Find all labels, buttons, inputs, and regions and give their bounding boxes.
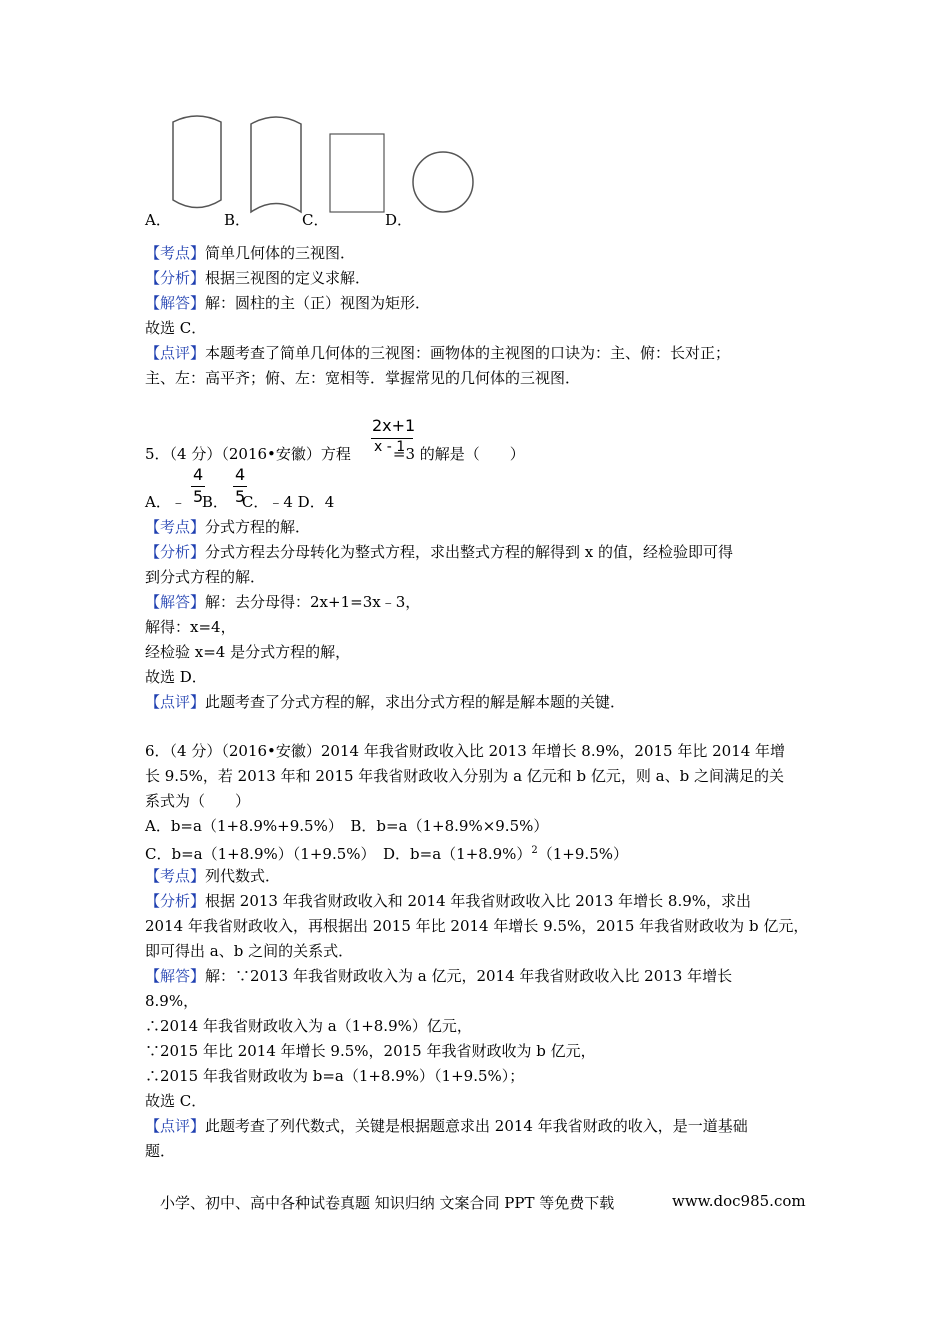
q5-jieda — [145, 592, 420, 612]
q5-option-b: B． — [201, 493, 228, 511]
fenxi-tag: 【分析】 — [145, 892, 206, 910]
option-a-shape — [173, 116, 221, 208]
q5-option-rest: C．﹣4 D．4 — [241, 493, 335, 511]
q4-fenxi — [145, 268, 370, 288]
q6-dianping — [145, 1116, 748, 1136]
q4-dianping — [145, 343, 730, 363]
dianping-tag: 【点评】 — [145, 1117, 206, 1135]
q5-jieda-3: 经检验 x=4 是分式方程的解， — [145, 643, 351, 661]
kaodian-tag: 【考点】 — [145, 244, 206, 262]
q4-kaodian-text: 简单几何体的三视图． — [205, 244, 356, 262]
q4-option-b-label: B． — [224, 211, 251, 229]
q6-kaodian-text: 列代数式． — [205, 867, 281, 885]
q5-kaodian-text: 分式方程的解． — [205, 518, 311, 536]
dianping-tag: 【点评】 — [145, 693, 206, 711]
q5-fenxi-text-1: 分式方程去分母转化为整式方程，求出整式方程的解得到 x 的值，经检验即可得 — [205, 543, 734, 561]
q5-stem-before: 5．（4 分）（2016•安徽）方程 — [145, 445, 351, 463]
q4-fenxi-text: 根据三视图的定义求解． — [205, 269, 371, 287]
q6-fenxi-2: 2014 年我省财政收入，再根据出 2015 年比 2014 年增长 9.5%，2015 年我省财政收为 b 亿元， — [145, 917, 809, 935]
q6-fenxi-3: 即可得出 a、b 之间的关系式． — [145, 942, 354, 960]
q4-kaodian — [145, 243, 355, 263]
dianping-tag: 【点评】 — [145, 344, 206, 362]
q6-stem-1: 6．（4 分）（2016•安徽）2014 年我省财政收入比 2013 年增长 8.9%，2015 年比 2014 年增 — [145, 742, 786, 760]
q5-kaodian — [145, 517, 310, 537]
q5-stem — [145, 444, 525, 464]
fenxi-tag: 【分析】 — [145, 269, 206, 287]
q6-jieda-3: ∴2014 年我省财政收入为 a（1+8.9%）亿元， — [145, 1017, 472, 1035]
q6-options-ab: A．b=a（1+8.9%+9.5%） B．b=a（1+8.9%×9.5%） — [145, 817, 549, 835]
option-b-shape — [251, 117, 301, 212]
q5-option-b-denominator: 5 — [235, 487, 246, 506]
q6-stem-2: 长 9.5%，若 2013 年和 2015 年我省财政收入分别为 a 亿元和 b 亿元，则 a、b 之间满足的关 — [145, 767, 784, 785]
q5-option-b-numerator: 4 — [235, 465, 246, 484]
q4-result: 故选 C． — [145, 319, 207, 337]
jieda-tag: 【解答】 — [145, 294, 206, 312]
q6-option-c-d: C．b=a（1+8.9%）（1+9.5%） D．b=a（1+8.9%） — [145, 845, 532, 863]
q5-dianping — [145, 692, 625, 712]
kaodian-tag: 【考点】 — [145, 867, 206, 885]
q6-result: 故选 C． — [145, 1092, 207, 1110]
q4-jieda-text: 解：圆柱的主（正）视图为矩形． — [205, 294, 431, 312]
jieda-tag: 【解答】 — [145, 593, 206, 611]
q6-jieda-4: ∵2015 年比 2014 年增长 9.5%，2015 年我省财政收为 b 亿元， — [145, 1042, 596, 1060]
footer-text: 小学、初中、高中各种试卷真题 知识归纳 文案合同 PPT 等免费下载 — [160, 1194, 615, 1212]
q6-kaodian — [145, 866, 280, 886]
jieda-tag: 【解答】 — [145, 967, 206, 985]
q5-option-a-numerator: 4 — [193, 465, 204, 484]
q6-option-d-tail: （1+9.5%） — [537, 845, 628, 863]
q5-jieda-text-1: 解：去分母得：2x+1=3x﹣3， — [205, 593, 421, 611]
q4-option-d-label: D． — [385, 211, 413, 229]
q5-fenxi-2: 到分式方程的解． — [145, 568, 266, 586]
q6-dianping-text-1: 此题考查了列代数式，关键是根据题意求出 2014 年我省财政的收入，是一道基础 — [205, 1117, 748, 1135]
q4-option-c-label: C． — [302, 211, 329, 229]
q4-dianping-text-1: 本题考查了简单几何体的三视图：画物体的主视图的口诀为：主、俯：长对正； — [205, 344, 731, 362]
q5-jieda-2: 解得：x=4， — [145, 618, 236, 636]
q5-option-a-denominator: 5 — [193, 487, 204, 506]
q4-jieda — [145, 293, 430, 313]
option-d-shape — [413, 152, 473, 212]
q5-result: 故选 D． — [145, 668, 207, 686]
page-footer — [160, 1192, 806, 1213]
q4-dianping-2: 主、左：高平齐；俯、左：宽相等．掌握常见的几何体的三视图． — [145, 369, 581, 387]
q4-option-a-label: A． — [145, 211, 171, 229]
q6-fenxi-text-1: 根据 2013 年我省财政收入和 2014 年我省财政收入比 2013 年增长 8.9%，求出 — [205, 892, 752, 910]
fenxi-tag: 【分析】 — [145, 543, 206, 561]
q5-fraction-numerator: 2x+1 — [372, 416, 416, 435]
q6-jieda — [145, 966, 732, 986]
q5-option-a: A．﹣ — [145, 493, 186, 511]
q6-jieda-5: ∴2015 年我省财政收为 b=a（1+8.9%）（1+9.5%）； — [145, 1067, 525, 1085]
q4-option-figures — [140, 110, 480, 220]
q5-fenxi — [145, 542, 733, 562]
q6-options-cd — [145, 841, 628, 864]
q5-stem-after: =3 的解是（ ） — [392, 445, 525, 463]
footer-site-link[interactable]: www.doc985.com — [672, 1192, 806, 1210]
q6-stem-3: 系式为（ ） — [145, 792, 251, 810]
q5-fraction-denominator: x - 1 — [374, 439, 406, 455]
q6-dianping-2: 题． — [145, 1142, 176, 1160]
q6-option-d-exponent: 2 — [531, 845, 538, 856]
option-c-shape — [330, 134, 384, 212]
q6-jieda-2: 8.9%， — [145, 992, 199, 1010]
q6-fenxi — [145, 891, 751, 911]
kaodian-tag: 【考点】 — [145, 518, 206, 536]
q5-dianping-text: 此题考查了分式方程的解，求出分式方程的解是解本题的关键． — [205, 693, 626, 711]
q6-jieda-text-1: 解：∵2013 年我省财政收入为 a 亿元，2014 年我省财政收入比 2013 年增长 — [205, 967, 733, 985]
